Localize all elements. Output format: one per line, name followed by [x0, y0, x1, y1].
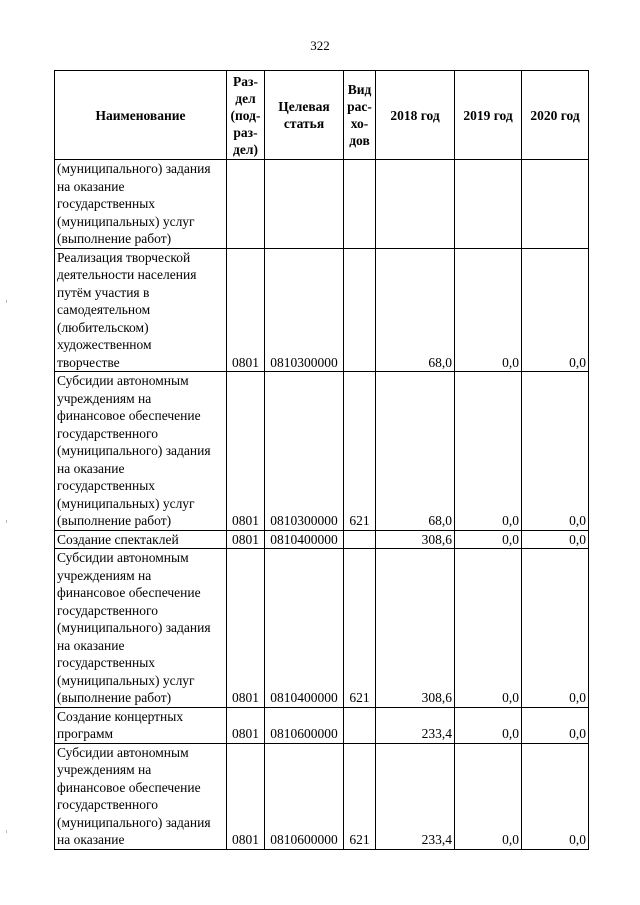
row-target [265, 160, 344, 249]
row-target: 0810300000 [265, 372, 344, 531]
table-row [55, 743, 589, 849]
row-2018: 233,4 [376, 743, 455, 849]
row-name: Реализация творческой деятельности населения путём участия в самодеятельном (любительском) художественном творчестве [55, 248, 227, 372]
row-section: 0801 [227, 372, 265, 531]
row-2020 [522, 160, 589, 249]
row-section: 0801 [227, 530, 265, 549]
row-name: Создание концертных программ [55, 707, 227, 743]
row-name: (муниципального) задания на оказание государственных (муниципальных) услуг (выполнение работ) [55, 160, 227, 249]
page-number: 322 [310, 38, 330, 53]
row-section: 0801 [227, 248, 265, 372]
header-target: Целевая статья [265, 71, 344, 160]
row-2019 [455, 160, 522, 249]
row-target: 0810600000 [265, 707, 344, 743]
row-type [344, 707, 376, 743]
table-row [55, 549, 589, 708]
row-2019: 0,0 [455, 372, 522, 531]
row-type: 621 [344, 743, 376, 849]
row-target: 0810300000 [265, 248, 344, 372]
scan-edge-mark [6, 520, 7, 523]
header-2020: 2020 год [522, 71, 589, 160]
header-name: Наименование [55, 71, 227, 160]
row-name: Субсидии автономным учреждениям на финансовое обеспечение государственного (муниципального) задания на оказание государственных (муниципальных) услуг (выполнение работ) [55, 372, 227, 531]
row-type [344, 160, 376, 249]
row-name: Субсидии автономным учреждениям на финансовое обеспечение государственного (муниципального) задания на оказание [55, 743, 227, 849]
row-target: 0810600000 [265, 743, 344, 849]
row-2018 [376, 160, 455, 249]
row-2019: 0,0 [455, 248, 522, 372]
row-type: 621 [344, 372, 376, 531]
row-target: 0810400000 [265, 549, 344, 708]
row-section: 0801 [227, 743, 265, 849]
row-type [344, 530, 376, 549]
row-2018: 308,6 [376, 530, 455, 549]
budget-table [54, 70, 589, 850]
row-name: Субсидии автономным учреждениям на финансовое обеспечение государственного (муниципального) задания на оказание государственных (муниципальных) услуг (выполнение работ) [55, 549, 227, 708]
scan-edge-mark [6, 830, 7, 833]
table-row [55, 372, 589, 531]
table-row [55, 160, 589, 249]
header-2019: 2019 год [455, 71, 522, 160]
row-type [344, 248, 376, 372]
row-2018: 68,0 [376, 372, 455, 531]
row-2020: 0,0 [522, 707, 589, 743]
scan-edge-mark [6, 300, 7, 303]
header-row [55, 71, 589, 160]
row-2020: 0,0 [522, 372, 589, 531]
header-2018: 2018 год [376, 71, 455, 160]
row-2018: 233,4 [376, 707, 455, 743]
table-row [55, 248, 589, 372]
row-name: Создание спектаклей [55, 530, 227, 549]
row-2019: 0,0 [455, 530, 522, 549]
row-2019: 0,0 [455, 549, 522, 708]
row-2020: 0,0 [522, 248, 589, 372]
row-2020: 0,0 [522, 530, 589, 549]
row-2018: 308,6 [376, 549, 455, 708]
row-2019: 0,0 [455, 707, 522, 743]
row-type: 621 [344, 549, 376, 708]
row-2020: 0,0 [522, 549, 589, 708]
header-expense-type: Вид рас- хо- дов [344, 71, 376, 160]
row-2018: 68,0 [376, 248, 455, 372]
row-section: 0801 [227, 549, 265, 708]
row-section [227, 160, 265, 249]
row-2020: 0,0 [522, 743, 589, 849]
row-2019: 0,0 [455, 743, 522, 849]
header-section: Раз- дел (под- раз- дел) [227, 71, 265, 160]
table-row [55, 707, 589, 743]
row-target: 0810400000 [265, 530, 344, 549]
table-row [55, 530, 589, 549]
row-section: 0801 [227, 707, 265, 743]
